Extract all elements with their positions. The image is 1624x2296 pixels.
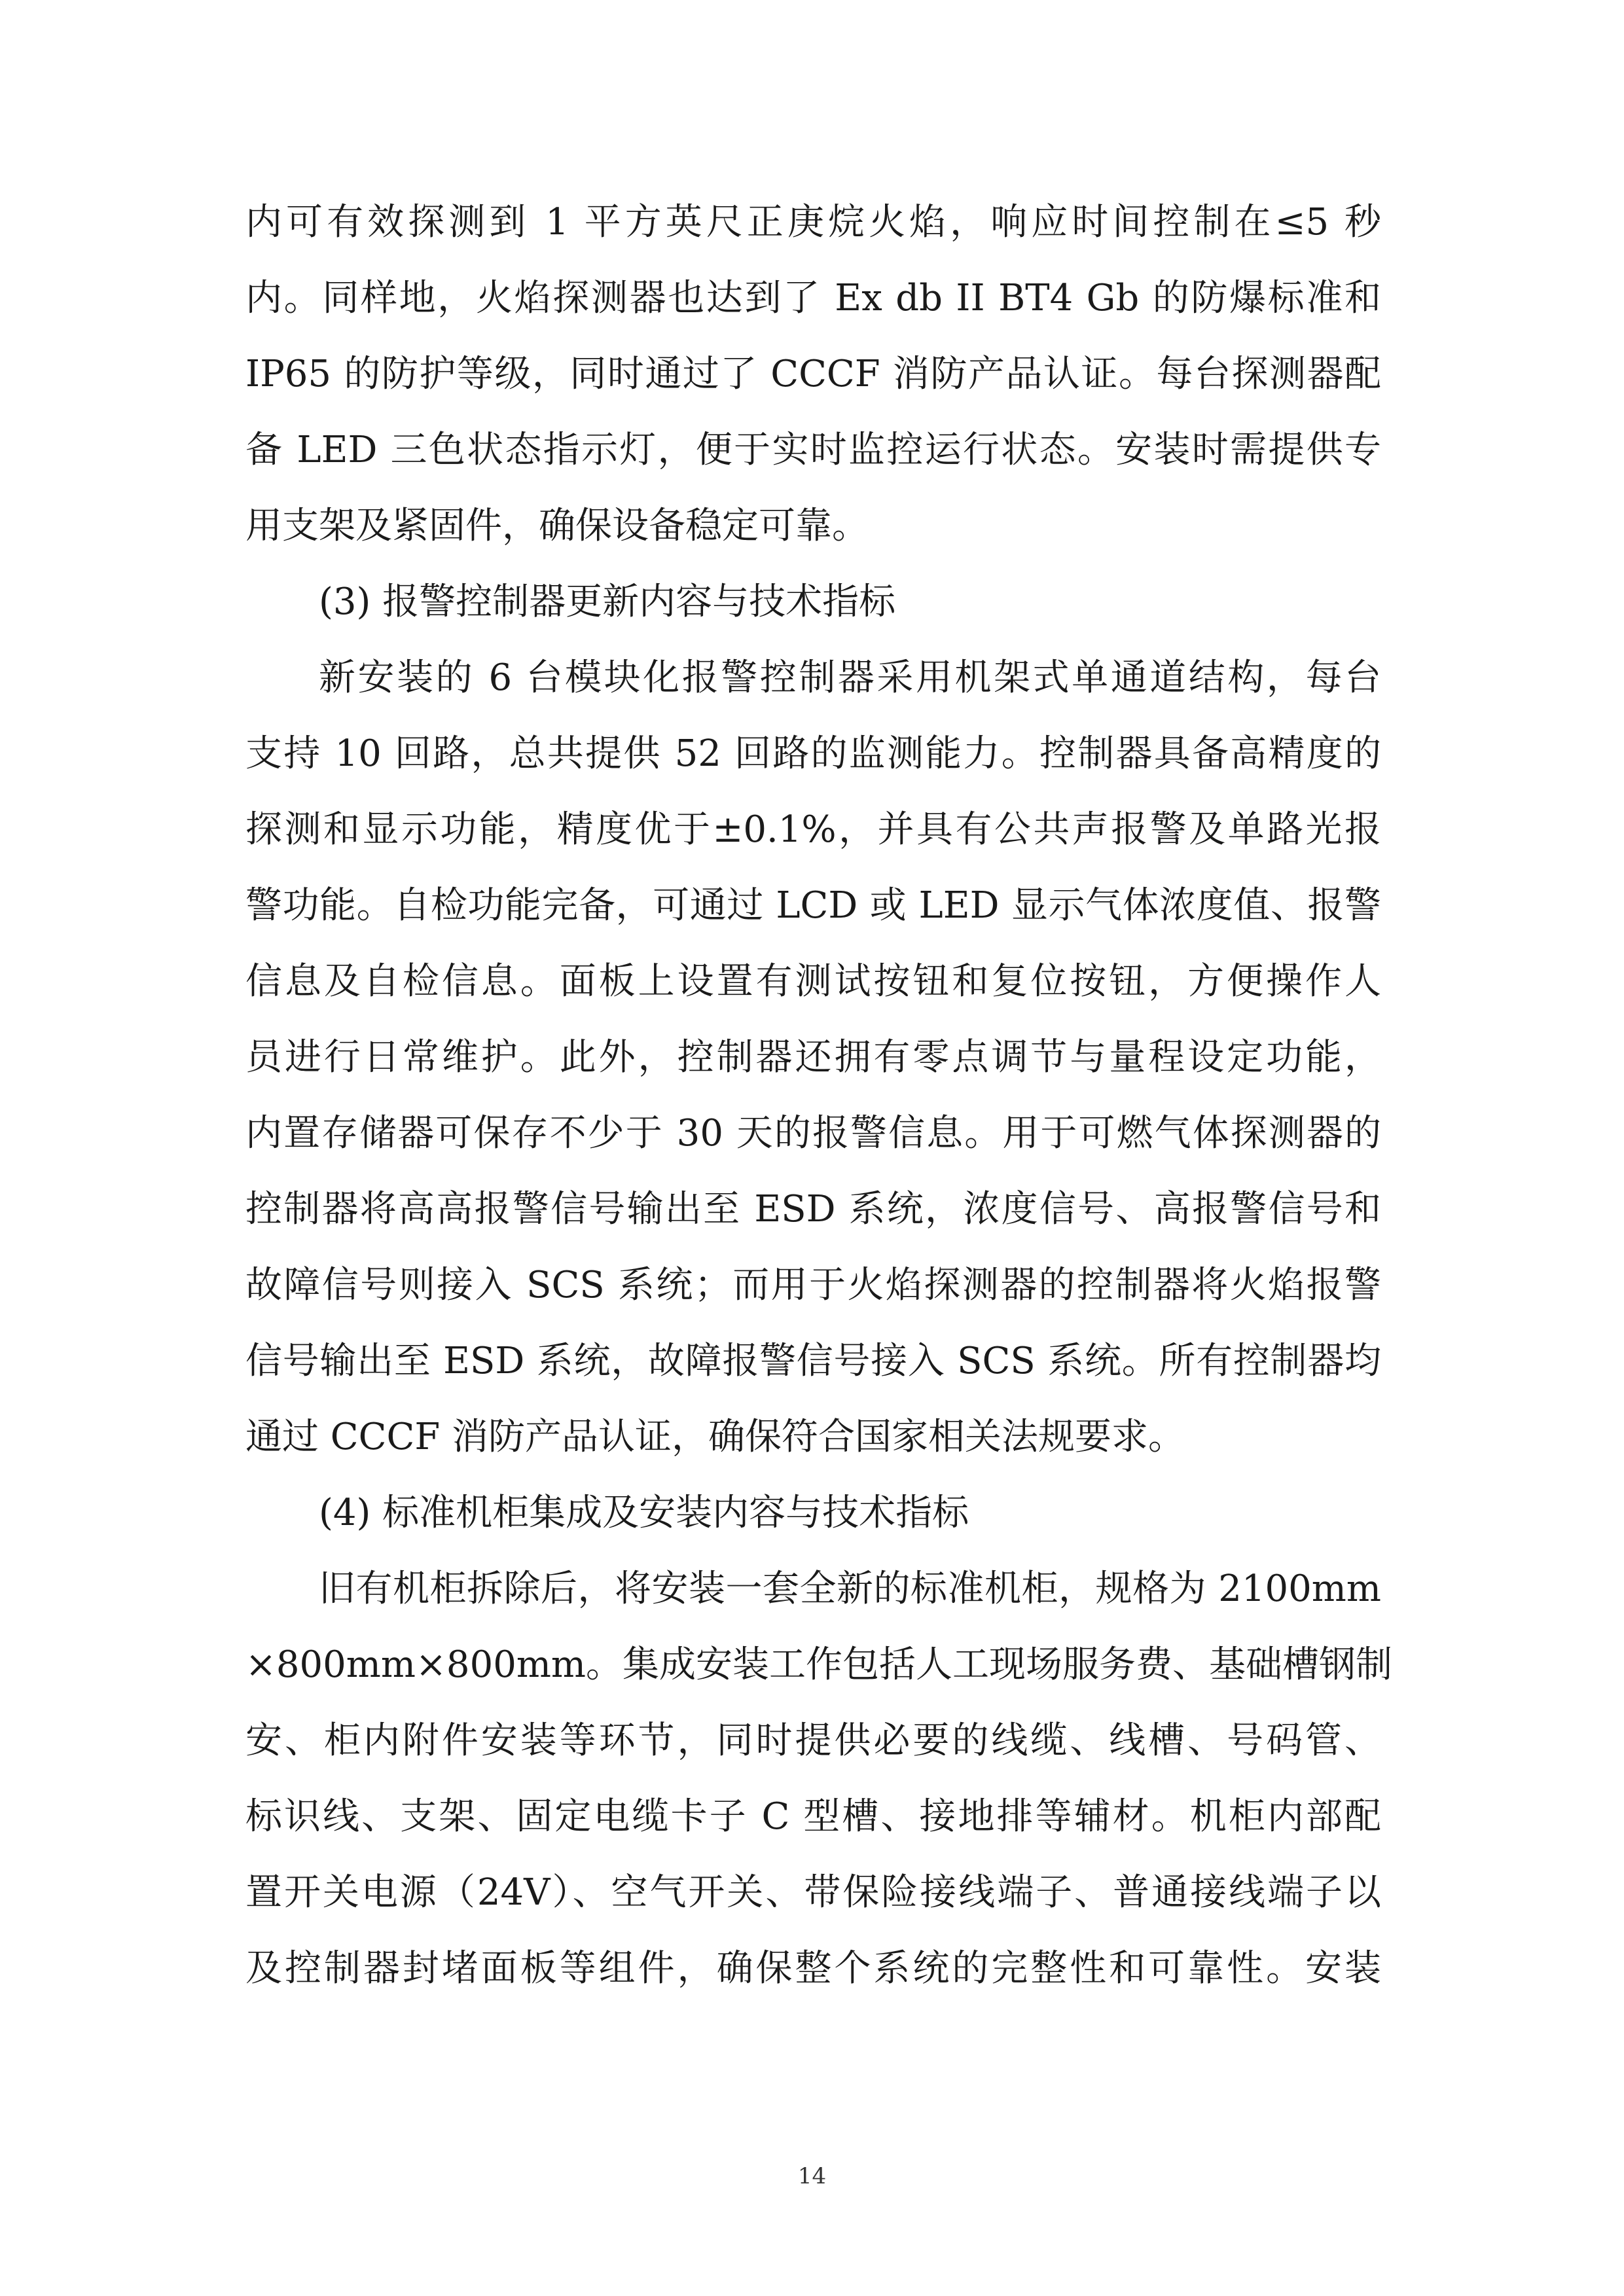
text-line: 备 LED 三色状态指示灯，便于实时监控运行状态。安装时需提供专 [245,429,1381,471]
text-line: 故障信号则接入 SCS 系统；而用于火焰探测器的控制器将火焰报警 [245,1264,1381,1306]
text-line: ×800mm×800mm。集成安装工作包括人工现场服务费、基础槽钢制 [245,1643,1393,1686]
text-line: 信息及自检信息。面板上设置有测试按钮和复位按钮，方便操作人 [245,960,1381,1003]
body-text [245,185,1393,2007]
text-line: IP65 的防护等级，同时通过了 CCCF 消防产品认证。每台探测器配 [245,353,1381,395]
text-line: 通过 CCCF 消防产品认证，确保符合国家相关法规要求。 [245,1416,1185,1458]
text-line: 支持 10 回路，总共提供 52 回路的监测能力。控制器具备高精度的 [245,732,1381,775]
text-line: 信号输出至 ESD 系统，故障报警信号接入 SCS 系统。所有控制器均 [245,1340,1381,1382]
page-number: 14 [797,2163,827,2189]
text-line: 标识线、支架、固定电缆卡子 C 型槽、接地排等辅材。机柜内部配 [245,1795,1381,1838]
text-line: 控制器将高高报警信号输出至 ESD 系统，浓度信号、高报警信号和 [245,1188,1381,1230]
text-line: 内可有效探测到 1 平方英尺正庚烷火焰，响应时间控制在≤5 秒 [245,201,1381,243]
text-line: 旧有机柜拆除后，将安装一套全新的标准机柜，规格为 2100mm [319,1568,1381,1610]
text-line: 内置存储器可保存不少于 30 天的报警信息。用于可燃气体探测器的 [245,1112,1381,1155]
section-heading: (3) 报警控制器更新内容与技术指标 [319,581,896,623]
text-line: 新安装的 6 台模块化报警控制器采用机架式单通道结构，每台 [319,656,1381,699]
text-line: 用支架及紧固件，确保设备稳定可靠。 [245,505,869,547]
text-line: 探测和显示功能，精度优于±0.1%，并具有公共声报警及单路光报 [245,808,1381,851]
text-line: 安、柜内附件安装等环节，同时提供必要的线缆、线槽、号码管、 [245,1719,1381,1762]
section-heading: (4) 标准机柜集成及安装内容与技术指标 [319,1492,969,1534]
text-line: 及控制器封堵面板等组件，确保整个系统的完整性和可靠性。安装 [245,1947,1381,1990]
text-line: 内。同样地，火焰探测器也达到了 Ex db II BT4 Gb 的防爆标准和 [245,277,1381,319]
text-line: 警功能。自检功能完备，可通过 LCD 或 LED 显示气体浓度值、报警 [245,884,1381,927]
text-line: 员进行日常维护。此外，控制器还拥有零点调节与量程设定功能， [245,1036,1381,1079]
text-line: 置开关电源（24V）、空气开关、带保险接线端子、普通接线端子以 [245,1871,1381,1914]
